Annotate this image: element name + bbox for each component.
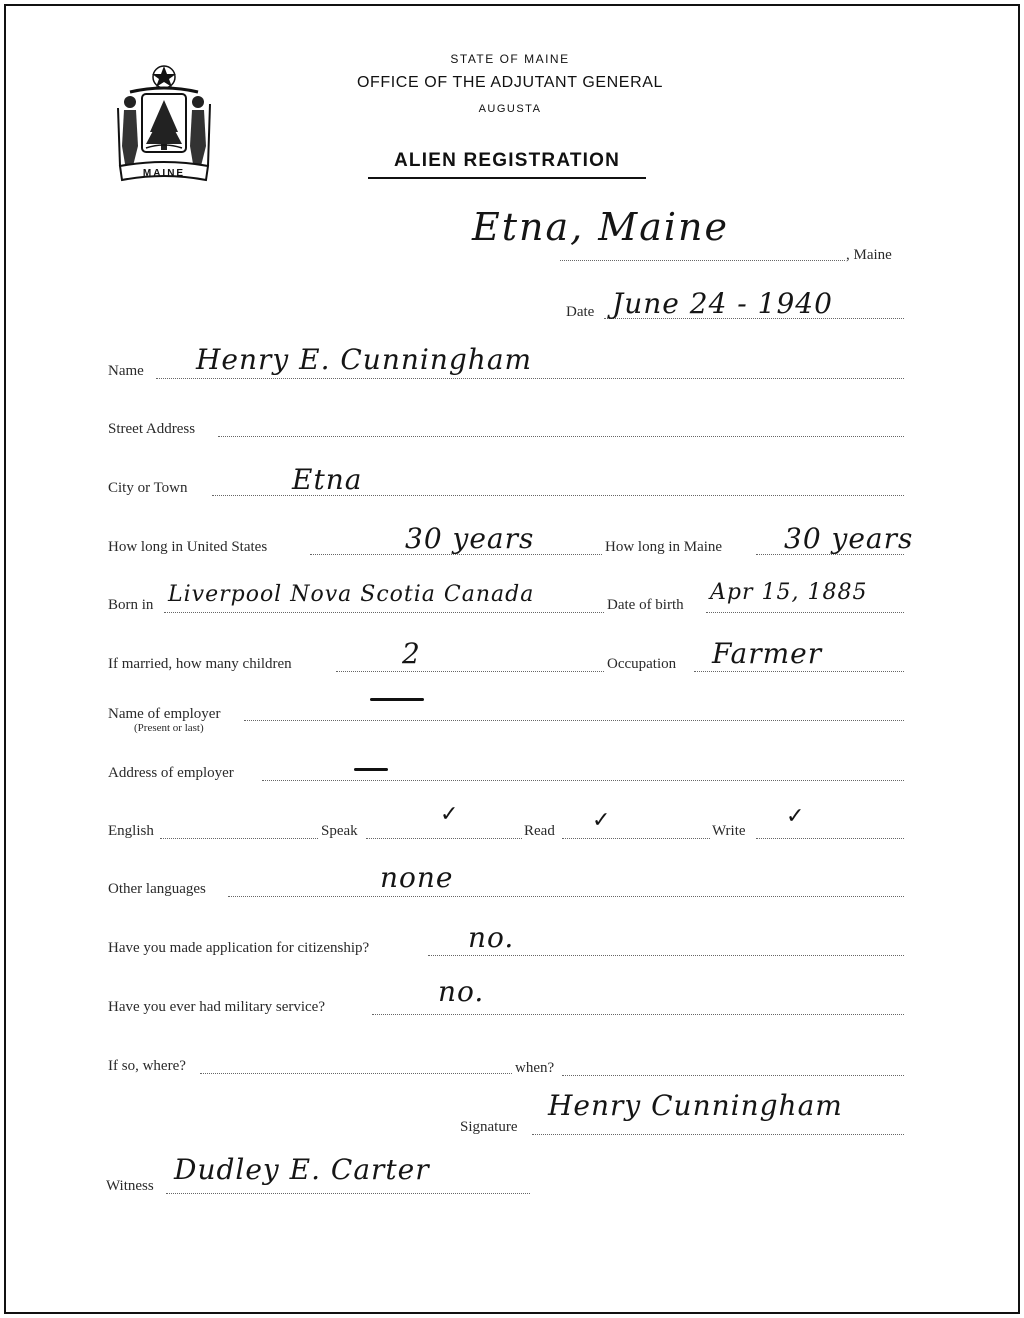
born-in-line xyxy=(164,612,604,613)
occupation-line xyxy=(694,671,904,672)
english-line xyxy=(160,838,318,839)
name-line xyxy=(156,378,904,379)
military-label: Have you ever had military service? xyxy=(108,999,325,1015)
where-label: If so, where? xyxy=(108,1058,186,1074)
location-line xyxy=(560,260,845,261)
how-long-maine-value[interactable]: 30 years xyxy=(784,522,914,555)
location-value[interactable]: Etna, Maine xyxy=(472,205,729,249)
date-of-birth-value[interactable]: Apr 15, 1885 xyxy=(710,580,868,605)
signature-label: Signature xyxy=(460,1119,518,1135)
date-of-birth-label: Date of birth xyxy=(607,597,684,613)
speak-check[interactable]: ✓ xyxy=(440,802,460,827)
street-address-label: Street Address xyxy=(108,421,196,437)
header-office: OFFICE OF THE ADJUTANT GENERAL xyxy=(356,74,664,91)
write-label: Write xyxy=(712,823,746,839)
children-line xyxy=(336,671,604,672)
name-value[interactable]: Henry E. Cunningham xyxy=(196,343,533,376)
employer-name-line xyxy=(244,720,904,721)
how-long-us-value[interactable]: 30 years xyxy=(405,522,535,555)
occupation-label: Occupation xyxy=(607,656,677,672)
citizenship-line xyxy=(428,955,904,956)
children-value[interactable]: 2 xyxy=(402,637,421,670)
citizenship-value[interactable]: no. xyxy=(468,921,515,954)
witness-line xyxy=(166,1193,530,1194)
header-state: STATE OF MAINE xyxy=(450,52,570,66)
form-title: ALIEN REGISTRATION xyxy=(393,150,621,171)
witness-value[interactable]: Dudley E. Carter xyxy=(174,1153,430,1186)
signature-line xyxy=(532,1134,904,1135)
english-label: English xyxy=(108,823,154,839)
seal-banner-text: MAINE xyxy=(142,168,186,179)
date-of-birth-line xyxy=(706,612,904,613)
street-address-line xyxy=(218,436,904,437)
when-label: when? xyxy=(515,1060,555,1076)
when-line xyxy=(562,1075,904,1076)
read-check[interactable]: ✓ xyxy=(592,808,612,833)
header-city: AUGUSTA xyxy=(478,103,542,115)
other-languages-line xyxy=(228,896,904,897)
other-languages-label: Other languages xyxy=(108,881,206,897)
city-label: City or Town xyxy=(108,480,188,496)
speak-label: Speak xyxy=(321,823,358,839)
military-value[interactable]: no. xyxy=(438,975,485,1008)
employer-name-dash xyxy=(370,698,424,701)
military-line xyxy=(372,1014,904,1015)
how-long-us-label: How long in United States xyxy=(108,539,268,555)
employer-address-line xyxy=(262,780,904,781)
employer-address-dash xyxy=(354,768,388,771)
read-line xyxy=(562,838,710,839)
state-seal-icon xyxy=(108,62,220,187)
how-long-maine-label: How long in Maine xyxy=(605,539,723,555)
born-in-label: Born in xyxy=(108,597,154,613)
name-label: Name xyxy=(108,363,144,379)
employer-address-label: Address of employer xyxy=(108,765,234,781)
witness-label: Witness xyxy=(106,1178,154,1194)
date-value[interactable]: June 24 - 1940 xyxy=(612,287,833,320)
signature-value[interactable]: Henry Cunningham xyxy=(548,1089,843,1122)
speak-line xyxy=(366,838,522,839)
employer-name-sublabel: (Present or last) xyxy=(134,722,204,734)
citizenship-label: Have you made application for citizenship? xyxy=(108,940,370,956)
read-label: Read xyxy=(524,823,555,839)
write-line xyxy=(756,838,904,839)
city-value[interactable]: Etna xyxy=(292,463,363,496)
title-underline xyxy=(368,177,646,179)
write-check[interactable]: ✓ xyxy=(786,804,806,829)
where-line xyxy=(200,1073,512,1074)
location-suffix: , Maine xyxy=(846,247,892,263)
occupation-value[interactable]: Farmer xyxy=(712,637,823,670)
children-label: If married, how many children xyxy=(108,656,292,672)
date-label: Date xyxy=(566,304,595,320)
employer-name-label: Name of employer xyxy=(108,706,221,722)
born-in-value[interactable]: Liverpool Nova Scotia Canada xyxy=(168,582,535,607)
other-languages-value[interactable]: none xyxy=(380,861,454,894)
